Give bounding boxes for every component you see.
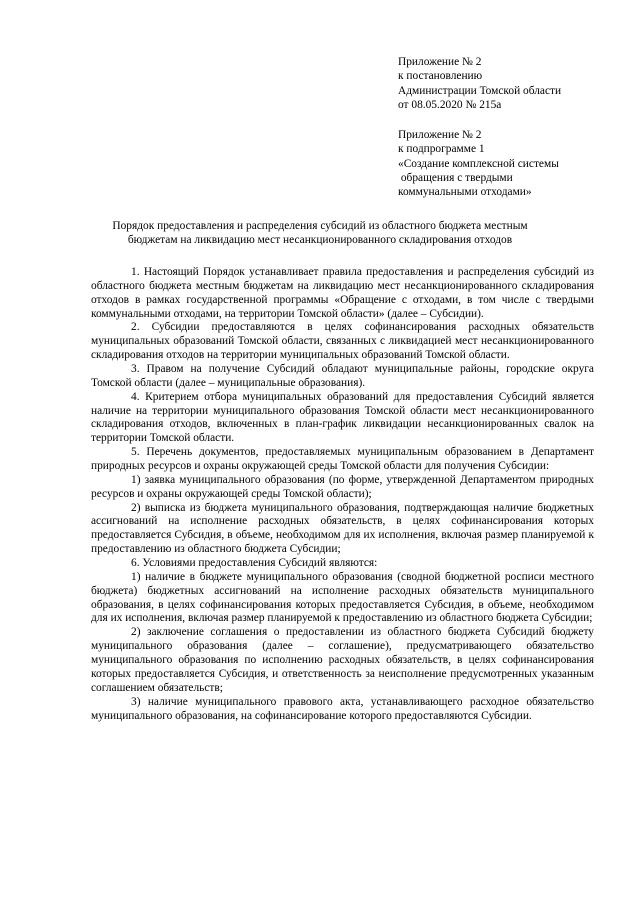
title-line: бюджетам на ликвидацию мест несанкционированного складирования отходов: [127, 233, 513, 246]
appendix-line: к подпрограмме 1: [398, 143, 485, 156]
paragraph-4: 4. Критерием отбора муниципальных образований для предоставления Субсидий является наличие на территории муниципального образования Томской области мест несанкционированного складирования отходов, включенных в план-график ликвидации несанкционированных свалок на территории Томской области.: [91, 390, 594, 445]
paragraph-1: 1. Настоящий Порядок устанавливает правила предоставления и распределения субсидий из областного бюджета местным бюджетам на ликвидацию мест несанкционированного складирования отходов в рамках государственной программы «Обращение с отходами, в том числе с твердыми коммунальными отходами, на территории Томской области» (далее – Субсидии).: [91, 266, 594, 320]
paragraph-5-item-1: 1) заявка муниципального образования (по форме, утвержденной Департаментом природных ресурсов и охраны окружающей среды Томской области);: [91, 473, 594, 500]
appendix-line: Приложение № 2: [398, 129, 482, 141]
appendix-line: коммунальными отходами»: [398, 186, 532, 199]
appendix-header-resolution: [398, 55, 613, 112]
appendix-line: Приложение № 2: [398, 56, 482, 68]
paragraph-3: 3. Правом на получение Субсидий обладают муниципальные районы, городские округа Томской области (далее – муниципальные образования).: [91, 363, 594, 389]
paragraph-6-item-3: 3) наличие муниципального правового акта, устанавливающего расходное обязательство муниципального образования, на софинансирование которого предоставляются Субсидии.: [91, 695, 594, 722]
appendix-line: обращения с твердыми: [398, 171, 513, 184]
appendix-line: от 08.05.2020 № 215а: [398, 98, 502, 111]
paragraph-5: 5. Перечень документов, предоставляемых муниципальным образованием в Департамент природных ресурсов и охраны окружающей среды Томской области для получения Субсидии:: [91, 446, 594, 473]
appendix-line: к постановлению: [398, 70, 483, 83]
appendix-line: «Создание комплексной системы: [398, 157, 559, 170]
title-line: Порядок предоставления и распределения субсидий из областного бюджета местным: [112, 220, 528, 232]
appendix-line: Администрации Томской области: [398, 84, 562, 97]
appendix-header-subprogram: [398, 128, 613, 199]
document-body: [91, 266, 594, 723]
paragraph-5-item-2: 2) выписка из бюджета муниципального образования, подтверждающая наличие бюджетных ассигнований на исполнение расходных обязательств, в целях софинансирования которых предоставляется Субсидия, в объеме, необходимом для их исполнения, включая размер планируемой к предоставлению из областного бюджета Субсидии;: [91, 501, 594, 556]
paragraph-6: 6. Условиями предоставления Субсидий являются:: [131, 557, 378, 570]
paragraph-2: 2. Субсидии предоставляются в целях софинансирования расходных обязательств муниципальных образований Томской области, связанных с ликвидацией мест несанкционированного складирования отходов на территории муниципальных образований Томской области.: [91, 321, 594, 362]
paragraph-6-item-1: 1) наличие в бюджете муниципального образования (сводной бюджетной росписи местного бюджета) бюджетных ассигнований на исполнение расходных обязательств муниципального образования, в целях софинансирования которых предоставляется Субсидия, в объеме, необходимом для их исполнения, включая размер планируемой к предоставлению из областного бюджета Субсидии;: [91, 570, 594, 625]
document-title: [70, 220, 570, 248]
paragraph-6-item-2: 2) заключение соглашения о предоставлении из областного бюджета Субсидий бюджету муниципального образования (далее – соглашение), предусматривающего обязательство муниципального образования по исполнению расходных обязательств, в целях софинансирования которых предоставляется Субсидия, и ответственность за неисполнение предусмотренных указанным соглашением обязательств;: [91, 626, 594, 694]
